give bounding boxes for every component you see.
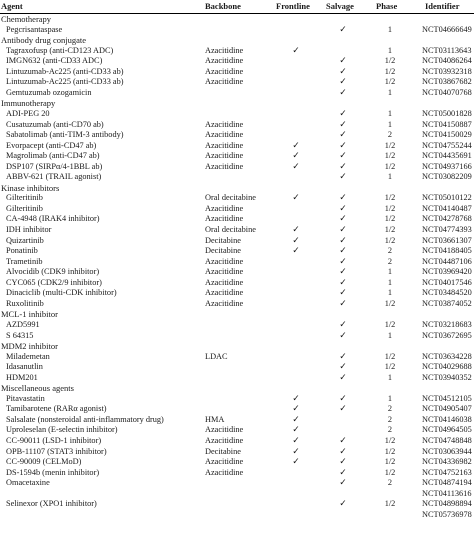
trial-identifier: NCT05001828 [422,108,472,118]
table-row [0,510,474,520]
agent-name: Quizartinib [6,235,44,245]
category-row [0,14,474,24]
backbone-value: Azacitidine [205,467,244,477]
salvage-check-icon: ✓ [339,436,347,446]
category-row [0,183,474,193]
table-row [0,362,474,372]
phase-value: 1 [387,277,393,287]
trial-identifier: NCT04487106 [422,256,472,266]
trial-identifier: NCT04755244 [422,140,472,150]
agent-name: AZD5991 [6,319,40,329]
backbone-value: Azacitidine [205,277,244,287]
salvage-check-icon: ✓ [339,478,347,489]
salvage-check-icon: ✓ [339,351,347,362]
trial-identifier: NCT03063944 [422,446,472,456]
phase-value: 2 [387,404,393,414]
phase-value: 2 [387,414,393,424]
trial-identifier: NCT04937166 [422,161,472,171]
backbone-value: Decitabine [205,446,241,456]
phase-value: 1/2 [384,499,396,509]
backbone-value: Azacitidine [205,436,244,445]
trial-identifier: NCT03484520 [422,288,472,298]
salvage-check-icon: ✓ [339,130,347,141]
backbone-value: Azacitidine [205,425,244,435]
agent-name: Sabatolimab (anti-TIM-3 antibody) [6,130,124,140]
backbone-value: Azacitidine [205,119,244,129]
frontline-check-icon: ✓ [292,436,300,446]
table-row [0,214,474,224]
table-row [0,457,474,467]
agent-name: Dinaciclib (multi-CDK inhibitor) [6,288,117,298]
phase-value: 1 [387,393,393,403]
agent-name: Magrolimab (anti-CD47 ab) [6,151,100,161]
backbone-value: Azacitidine [205,214,244,224]
table-row [0,109,474,119]
header-identifier: Identifier [425,1,460,11]
phase-value: 1/2 [384,235,396,245]
agent-name: DSP107 (SIRPα/4-1BBL ab) [6,161,103,171]
trial-identifier: NCT04666649 [422,24,472,34]
backbone-value: Azacitidine [205,56,244,66]
header-agent: Agent [1,1,23,11]
backbone-value: Azacitidine [205,66,244,76]
agent-name: Trametinib [6,256,43,266]
agent-name: Alvocidib (CDK9 inhibitor) [6,267,100,277]
salvage-check-icon: ✓ [339,457,347,468]
phase-value: 2 [387,425,393,435]
trial-identifier: NCT04874194 [422,478,472,488]
agent-name: CC-90009 (CELMoD) [6,457,82,467]
table-row [0,267,474,277]
table-row [0,236,474,246]
agent-name: Uproleselan (E-selectin inhibitor) [6,425,118,435]
category-label: MDM2 inhibitor [1,341,58,352]
table-row [0,468,474,478]
agent-name: Pitavastatin [6,393,45,403]
salvage-check-icon: ✓ [339,330,347,341]
phase-value: 1/2 [384,151,396,161]
trial-identifier: NCT03113643 [422,45,472,55]
category-label: Kinase inhibitors [1,182,60,193]
salvage-check-icon: ✓ [339,24,347,35]
table-row [0,436,474,446]
phase-value: 1/2 [384,362,396,372]
trial-identifier: NCT04070768 [422,87,472,97]
agent-name: Gilteritinib [6,203,43,213]
frontline-check-icon: ✓ [292,161,300,172]
table-row [0,320,474,330]
agent-name: OPB-11107 (STAT3 inhibitor) [6,446,107,456]
table-row [0,489,474,499]
table-row [0,499,474,509]
table-row [0,56,474,66]
table-row [0,394,474,404]
phase-value: 1 [387,267,393,277]
agent-name: Gilteritinib [6,193,43,203]
agent-name: IMGN632 (anti-CD33 ADC) [6,56,103,66]
backbone-value: Azacitidine [205,45,244,55]
salvage-check-icon: ✓ [339,235,347,246]
trial-identifier: NCT04748848 [422,436,472,445]
trial-identifier: NCT04278768 [422,214,472,224]
frontline-check-icon: ✓ [292,425,300,436]
trial-identifier: NCT04146038 [422,414,472,424]
salvage-check-icon: ✓ [339,246,347,257]
agent-name: Milademetan [6,351,50,361]
phase-value: 2 [387,256,393,266]
phase-value: 1/2 [384,161,396,171]
trial-identifier: NCT04512105 [422,393,472,403]
phase-value: 1/2 [384,298,396,308]
trial-identifier: NCT03874052 [422,298,472,308]
frontline-check-icon: ✓ [292,140,300,151]
table-row [0,415,474,425]
trial-identifier: NCT05010122 [422,193,472,203]
frontline-check-icon: ✓ [292,457,300,468]
table-row [0,373,474,383]
frontline-check-icon: ✓ [292,393,300,404]
trial-identifier: NCT04905407 [422,404,472,414]
category-row [0,35,474,45]
frontline-check-icon: ✓ [292,193,300,204]
backbone-value: Azacitidine [205,140,244,150]
phase-value: 1 [387,288,393,298]
agent-name: Cusatuzumab (anti-CD70 ab) [6,119,104,129]
phase-value: 1/2 [384,203,396,213]
agent-name: HDM201 [6,372,38,382]
header-backbone: Backbone [205,1,241,11]
salvage-check-icon: ✓ [339,393,347,404]
category-row [0,383,474,393]
trial-identifier: NCT03932318 [422,66,472,76]
trial-identifier: NCT03867682 [422,77,472,87]
phase-value: 1 [387,119,393,129]
table-row [0,404,474,414]
trial-identifier: NCT04964505 [422,425,472,435]
trial-identifier: NCT03634228 [422,351,472,361]
salvage-check-icon: ✓ [339,267,347,278]
table-row [0,225,474,235]
salvage-check-icon: ✓ [339,288,347,299]
phase-value: 1 [387,24,393,34]
phase-value: 1 [387,372,393,382]
trial-identifier: NCT04150887 [422,119,472,129]
salvage-check-icon: ✓ [339,77,347,88]
salvage-check-icon: ✓ [339,140,347,151]
agent-name: CYC065 (CDK2/9 inhibitor) [6,277,102,287]
table-row [0,331,474,341]
phase-value: 1/2 [384,467,396,477]
agent-name: ADI-PEG 20 [6,108,50,118]
salvage-check-icon: ✓ [339,108,347,119]
backbone-value: Azacitidine [205,151,244,161]
backbone-value: Decitabine [205,246,241,256]
trial-identifier: NCT04336982 [422,457,472,467]
category-row [0,341,474,351]
agent-name: DS-1594b (menin inhibitor) [6,467,100,477]
frontline-check-icon: ✓ [292,446,300,457]
table-row [0,246,474,256]
trial-identifier: NCT04086264 [422,56,472,66]
agent-name: Idasanutlin [6,362,43,372]
table-row [0,299,474,309]
trial-identifier: NCT04188405 [422,246,472,256]
table-row [0,478,474,488]
frontline-check-icon: ✓ [292,225,300,235]
agent-name: Evorpacept (anti-CD47 ab) [6,140,97,150]
table-row [0,172,474,182]
phase-value: 1 [387,45,393,55]
agent-name: CA-4948 (IRAK4 inhibitor) [6,214,100,224]
table-header [0,0,474,14]
phase-value: 1 [387,87,393,97]
category-row [0,98,474,108]
agent-name: Lintuzumab-Ac225 (anti-CD33 ab) [6,77,124,87]
agent-name: Omacetaxine [6,478,50,488]
salvage-check-icon: ✓ [339,319,347,330]
phase-value: 1/2 [384,436,396,445]
backbone-value: Decitabine [205,235,241,245]
frontline-check-icon: ✓ [292,404,300,415]
table-row [0,193,474,203]
agent-name: Gemtuzumab ozogamicin [6,87,92,97]
salvage-check-icon: ✓ [339,404,347,415]
backbone-value: Oral decitabine [205,193,256,203]
table-row [0,288,474,298]
frontline-check-icon: ✓ [292,151,300,162]
table-row [0,447,474,457]
trial-identifier: NCT04029688 [422,362,472,372]
salvage-check-icon: ✓ [339,214,347,225]
salvage-check-icon: ✓ [339,225,347,235]
salvage-check-icon: ✓ [339,87,347,98]
backbone-value: Azacitidine [205,457,244,467]
phase-value: 1/2 [384,457,396,467]
frontline-check-icon: ✓ [292,414,300,425]
table-row [0,352,474,362]
table-row [0,88,474,98]
salvage-check-icon: ✓ [339,119,347,130]
backbone-value: Azacitidine [205,130,244,140]
agent-name: S 64315 [6,330,34,340]
trial-identifier: NCT04150029 [422,130,472,140]
table-row [0,25,474,35]
salvage-check-icon: ✓ [339,203,347,214]
table-row [0,67,474,77]
phase-value: 2 [387,478,393,488]
agent-name: IDH inhibitor [6,225,52,234]
salvage-check-icon: ✓ [339,172,347,183]
table-row [0,141,474,151]
phase-value: 1/2 [384,66,396,76]
trial-identifier: NCT03661307 [422,235,472,245]
trial-identifier: NCT03672695 [422,330,472,340]
salvage-check-icon: ✓ [339,66,347,77]
salvage-check-icon: ✓ [339,298,347,309]
backbone-value: Azacitidine [205,267,244,277]
header-frontline: Frontline [276,1,310,11]
agent-name: Ruxolitinib [6,298,44,308]
phase-value: 1/2 [384,193,396,203]
agent-name: Selinexor (XPO1 inhibitor) [6,499,97,509]
table-row [0,151,474,161]
agent-name: Pegcrisantaspase [6,24,63,34]
agent-name: ABBV-621 (TRAIL agonist) [6,172,102,182]
trial-identifier: NCT04774393 [422,225,472,234]
phase-value: 1/2 [384,225,396,234]
salvage-check-icon: ✓ [339,467,347,478]
frontline-check-icon: ✓ [292,45,300,56]
trial-identifier: NCT04017546 [422,277,472,287]
phase-value: 1 [387,172,393,182]
salvage-check-icon: ✓ [339,256,347,267]
trial-identifier: NCT03218683 [422,319,472,329]
table-row [0,130,474,140]
header-phase: Phase [376,1,398,11]
header-salvage: Salvage [326,1,354,11]
phase-value: 2 [387,130,393,140]
category-label: Miscellaneous agents [1,383,74,394]
phase-value: 1 [387,108,393,118]
agent-name: Tamibarotene (RARα agonist) [6,404,107,414]
backbone-value: Azacitidine [205,256,244,266]
phase-value: 1/2 [384,56,396,66]
table-row [0,77,474,87]
salvage-check-icon: ✓ [339,151,347,162]
category-label: Immunotherapy [1,98,56,109]
trial-identifier: NCT03969420 [422,267,472,277]
frontline-check-icon: ✓ [292,235,300,246]
table-row [0,46,474,56]
phase-value: 1/2 [384,351,396,361]
backbone-value: Azacitidine [205,203,244,213]
salvage-check-icon: ✓ [339,56,347,67]
trial-identifier: NCT04140487 [422,203,472,213]
trial-identifier: NCT04752163 [422,467,472,477]
trial-identifier: NCT05736978 [422,509,472,519]
phase-value: 1/2 [384,446,396,456]
backbone-value: Azacitidine [205,288,244,298]
frontline-check-icon: ✓ [292,246,300,257]
table-row [0,120,474,130]
agent-name: Tagraxofusp (anti-CD123 ADC) [6,45,114,55]
phase-value: 2 [387,246,393,256]
salvage-check-icon: ✓ [339,362,347,373]
salvage-check-icon: ✓ [339,277,347,288]
trial-identifier: NCT03082209 [422,172,472,182]
table-row [0,204,474,214]
backbone-value: Azacitidine [205,298,244,308]
category-label: Chemotherapy [1,14,52,24]
phase-value: 1/2 [384,214,396,224]
trial-identifier: NCT04113616 [422,488,472,498]
table-row [0,257,474,267]
salvage-check-icon: ✓ [339,499,347,510]
salvage-check-icon: ✓ [339,161,347,172]
agent-name: Salsalate (nonsteroidal anti-inflammatory drug) [6,414,164,424]
salvage-check-icon: ✓ [339,446,347,457]
trial-identifier: NCT04435691 [422,151,472,161]
backbone-value: Azacitidine [205,77,244,87]
phase-value: 1/2 [384,140,396,150]
backbone-value: Azacitidine [205,161,244,171]
backbone-value: LDAC [205,351,228,361]
agent-name: Ponatinib [6,246,38,256]
phase-value: 1 [387,330,393,340]
agent-name: Lintuzumab-Ac225 (anti-CD33 ab) [6,66,124,76]
salvage-check-icon: ✓ [339,193,347,204]
backbone-value: Oral decitabine [205,225,256,234]
trial-identifier: NCT04898894 [422,499,472,509]
agent-name: CC-90011 (LSD-1 inhibitor) [6,436,102,445]
trial-identifier: NCT03940352 [422,372,472,382]
salvage-check-icon: ✓ [339,372,347,383]
backbone-value: HMA [205,414,225,424]
table-row [0,278,474,288]
table-row [0,425,474,435]
category-row [0,309,474,319]
phase-value: 1/2 [384,319,396,329]
phase-value: 1/2 [384,77,396,87]
category-label: Antibody drug conjugate [1,35,86,46]
table-row [0,162,474,172]
category-label: MCL-1 inhibitor [1,309,58,320]
